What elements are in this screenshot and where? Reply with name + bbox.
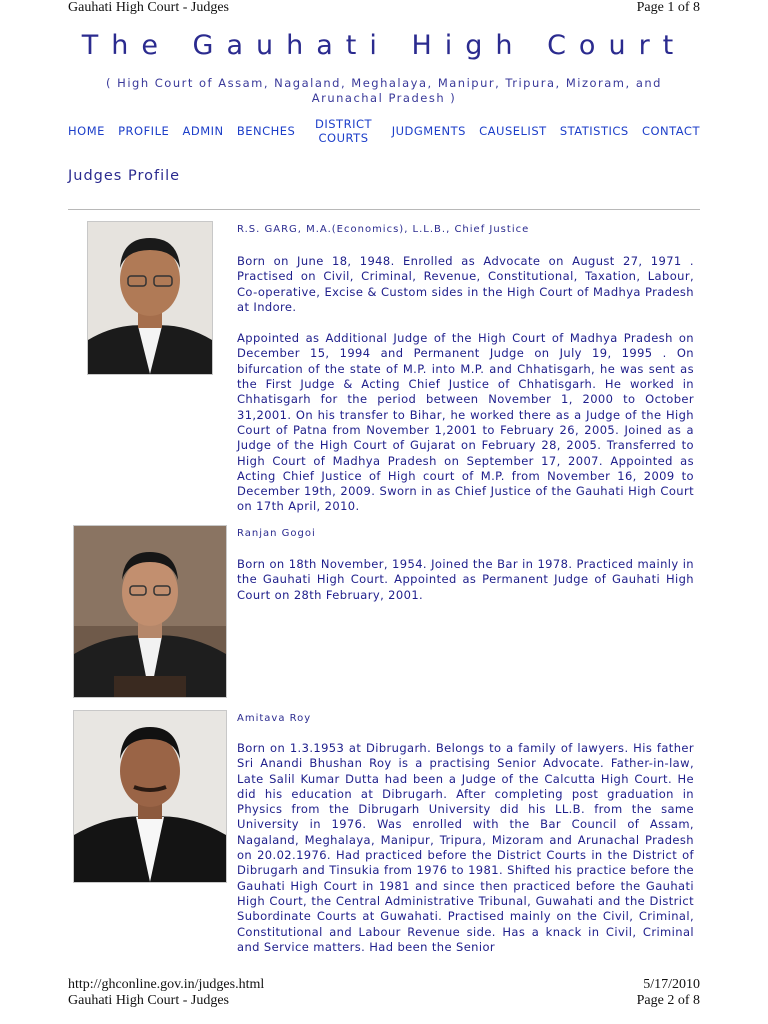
bio-paragraph: Born on 18th November, 1954. Joined the Bar in 1978. Practiced mainly in the Gauhati High Court. Appointed as Permanent Judge of Gauhati High Court on 28th February, 2001. <box>237 557 694 602</box>
nav-home[interactable]: HOME <box>68 124 105 138</box>
nav-causelist[interactable]: CAUSELIST <box>479 124 547 138</box>
nav-contact[interactable]: CONTACT <box>641 124 700 138</box>
site-title: The Gauhati High Court <box>81 30 687 61</box>
print-footer-page: Page 2 of 8 <box>636 993 700 1008</box>
judge-name-ranjan-gogoi: Ranjan Gogoi <box>237 528 316 539</box>
page-heading: Judges Profile <box>68 168 181 184</box>
nav-district-courts[interactable]: DISTRICT COURTS <box>315 117 373 145</box>
nav-admin[interactable]: ADMIN <box>182 124 224 138</box>
judge-photo-amitava-roy <box>73 710 227 883</box>
judge-bio-amitava-roy <box>237 741 694 955</box>
nav-benches[interactable]: BENCHES <box>236 124 296 138</box>
main-nav <box>68 116 700 146</box>
judge-name-rs-garg: R.S. GARG, M.A.(Economics), L.L.B., Chief Justice <box>237 224 530 235</box>
bio-paragraph: Appointed as Additional Judge of the High Court of Madhya Pradesh on December 15, 1994 and Permanent Judge on July 19, 1995 . On bifurcation of the state of M.P. into M.P. and Chhatisgarh, he was sent as the First Judge & Acting Chief Justice of Chhatisgarh. He worked in Chhatisgarh for the period between November 1, 2000 to October 31,2001. On his transfer to Bihar, he worked there as a Judge of the High Court of Patna from November 1,2001 to February 26, 2005. Joined as a Judge of the High Court of Gujarat on February 28, 2005. Transferred to High Court of Madhya Pradesh on September 17, 2007. Appointed as Acting Chief Justice of High court of M.P. from November 16, 2009 to December 19th, 2009. Sworn in as Chief Justice of the Gauhati High Court on 17th April, 2010. <box>237 331 694 514</box>
judge-photo-ranjan-gogoi <box>73 525 227 698</box>
judge-bio-ranjan-gogoi <box>237 557 694 619</box>
judge-bio-rs-garg <box>237 254 694 531</box>
nav-judgments[interactable]: JUDGMENTS <box>391 124 466 138</box>
print-header <box>68 0 700 16</box>
print-footer-title: Gauhati High Court - Judges <box>68 993 229 1008</box>
print-header-title: Gauhati High Court - Judges <box>68 0 229 15</box>
judge-photo-rs-garg <box>87 221 213 375</box>
print-footer-date: 5/17/2010 <box>643 977 700 992</box>
nav-profile[interactable]: PROFILE <box>118 124 170 138</box>
judge-name-amitava-roy: Amitava Roy <box>237 713 312 724</box>
print-header-page: Page 1 of 8 <box>636 0 700 15</box>
site-subtitle: ( High Court of Assam, Nagaland, Meghalaya, Manipur, Tripura, Mizoram, and Arunachal Pradesh ) <box>106 76 662 105</box>
nav-statistics[interactable]: STATISTICS <box>559 124 629 138</box>
print-footer <box>68 977 700 1009</box>
print-footer-url: http://ghconline.gov.in/judges.html <box>68 977 265 992</box>
bio-paragraph: Born on June 18, 1948. Enrolled as Advocate on August 27, 1971 . Practised on Civil, Criminal, Revenue, Constitutional, Taxation, Labour, Co-operative, Excise & Custom sides in the High Court of Madhya Pradesh at Indore. <box>237 254 694 314</box>
bio-paragraph: Born on 1.3.1953 at Dibrugarh. Belongs to a family of lawyers. His father Sri Anandi Bhushan Roy is a practising Senior Advocate. Father-in-law, Late Salil Kumar Dutta had been a Judge of the Calcutta High Court. He did his education at Dibrugarh. After completing post graduation in Physics from the Dibrugarh University did his LL.B. from the same University in 1976. Was enrolled with the Bar Council of Assam, Nagaland, Meghalaya, Manipur, Tripura, Mizoram and Arunachal Pradesh on 20.02.1976. Had practiced before the District Courts in the District of Dibrugarh and Tinsukia from 1976 to 1981. Shifted his practice before the Gauhati High Court in 1981 and since then practiced before the Gauhati High Court, the Central Administrative Tribunal, Guwahati and the District Subordinate Courts at Guwahati. Practised mainly on the Civil, Criminal, Constitutional and Labour Revenue side. Has a knack in Civil, Criminal and Service matters. Had been the Senior <box>237 741 694 954</box>
divider <box>68 209 700 210</box>
